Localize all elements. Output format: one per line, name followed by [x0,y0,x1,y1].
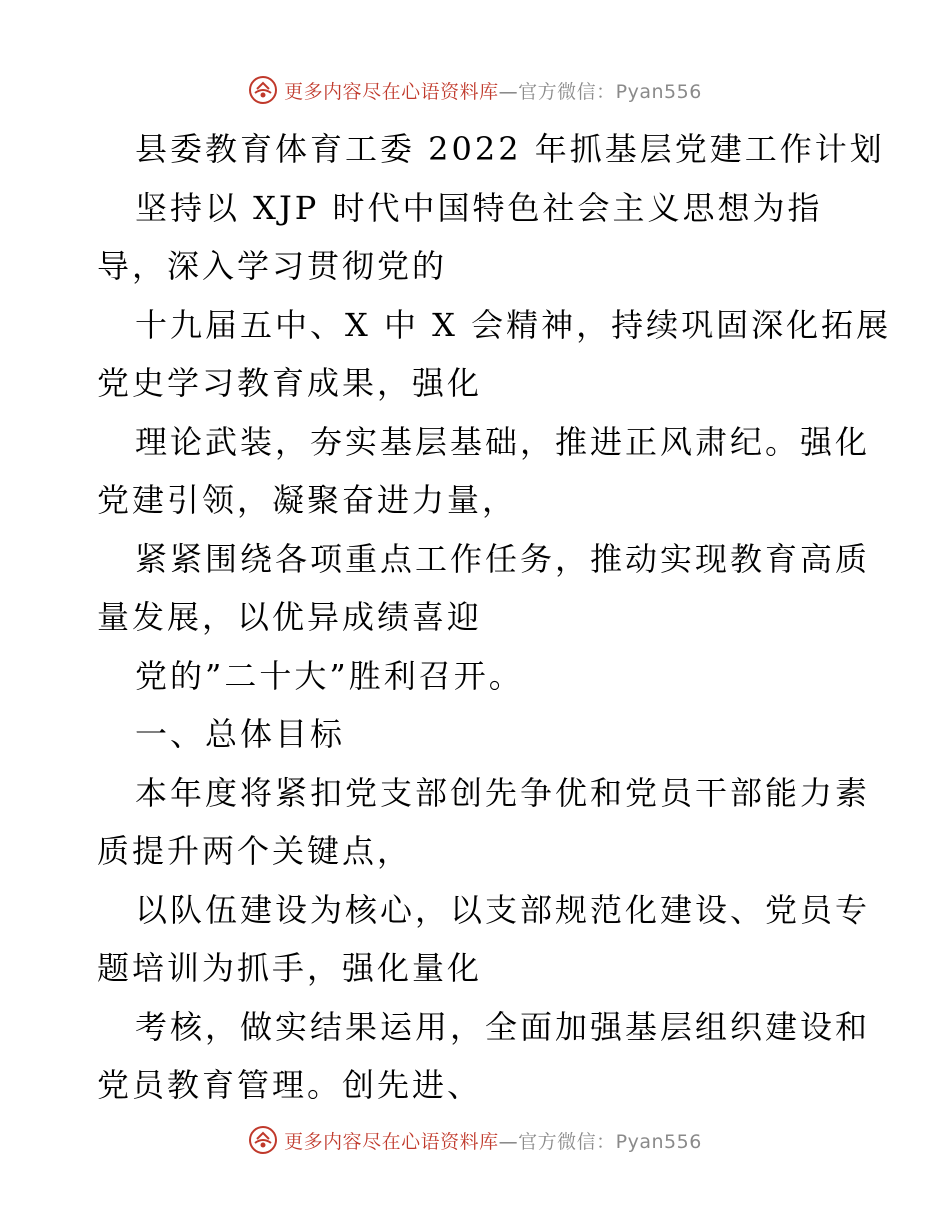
paragraph-line: 党建引领，凝聚奋进力量， [97,481,518,519]
paragraph-line: 党史学习教育成果，强化 [97,364,483,402]
paragraph-line: 题培训为抓手，强化量化 [97,949,483,987]
document-body [97,120,892,1115]
banner-main-text: 更多内容尽在心语资料库 [284,80,499,103]
paragraph-line: 本年度将紧扣党支部创先争优和党员干部能力素 [135,773,871,812]
footer-banner [0,1120,950,1160]
paragraph-line: 质提升两个关键点， [97,832,413,870]
paragraph-line: 紧紧围绕各项重点工作任务，推动实现教育高质 [135,539,871,578]
paragraph-line: 一、总体目标 [135,715,346,753]
banner-wechat-text: 官方微信：Pyan556 [518,80,702,103]
paragraph-line: 坚持以 XJP 时代中国特色社会主义思想为指 [135,188,823,227]
banner-wechat-text: 官方微信：Pyan556 [518,1130,702,1153]
paragraph-line: 党的”二十大”胜利召开。 [135,656,524,695]
book-logo-icon [248,75,278,105]
header-banner [0,70,950,110]
paragraph-line: 党员教育管理。创先进、 [97,1066,483,1104]
paragraph-line: 县委教育体育工委 2022 年抓基层党建工作计划 [135,130,885,168]
banner-dash: — [498,80,519,103]
paragraph-line: 理论武装，夯实基层基础，推进正风肃纪。强化 [135,422,871,461]
banner-main-text: 更多内容尽在心语资料库 [284,1130,499,1153]
banner-text [284,1127,702,1154]
paragraph-line: 考核，做实结果运用，全面加强基层组织建设和 [135,1007,871,1046]
banner-text [284,77,702,104]
paragraph-line: 十九届五中、X 中 X 会精神，持续巩固深化拓展 [135,305,892,344]
paragraph-line: 以队伍建设为核心，以支部规范化建设、党员专 [135,890,871,929]
book-logo-icon [248,1125,278,1155]
banner-dash: — [498,1130,519,1153]
paragraph-line: 量发展，以优异成绩喜迎 [97,598,483,636]
paragraph-line: 导，深入学习贯彻党的 [97,247,448,285]
